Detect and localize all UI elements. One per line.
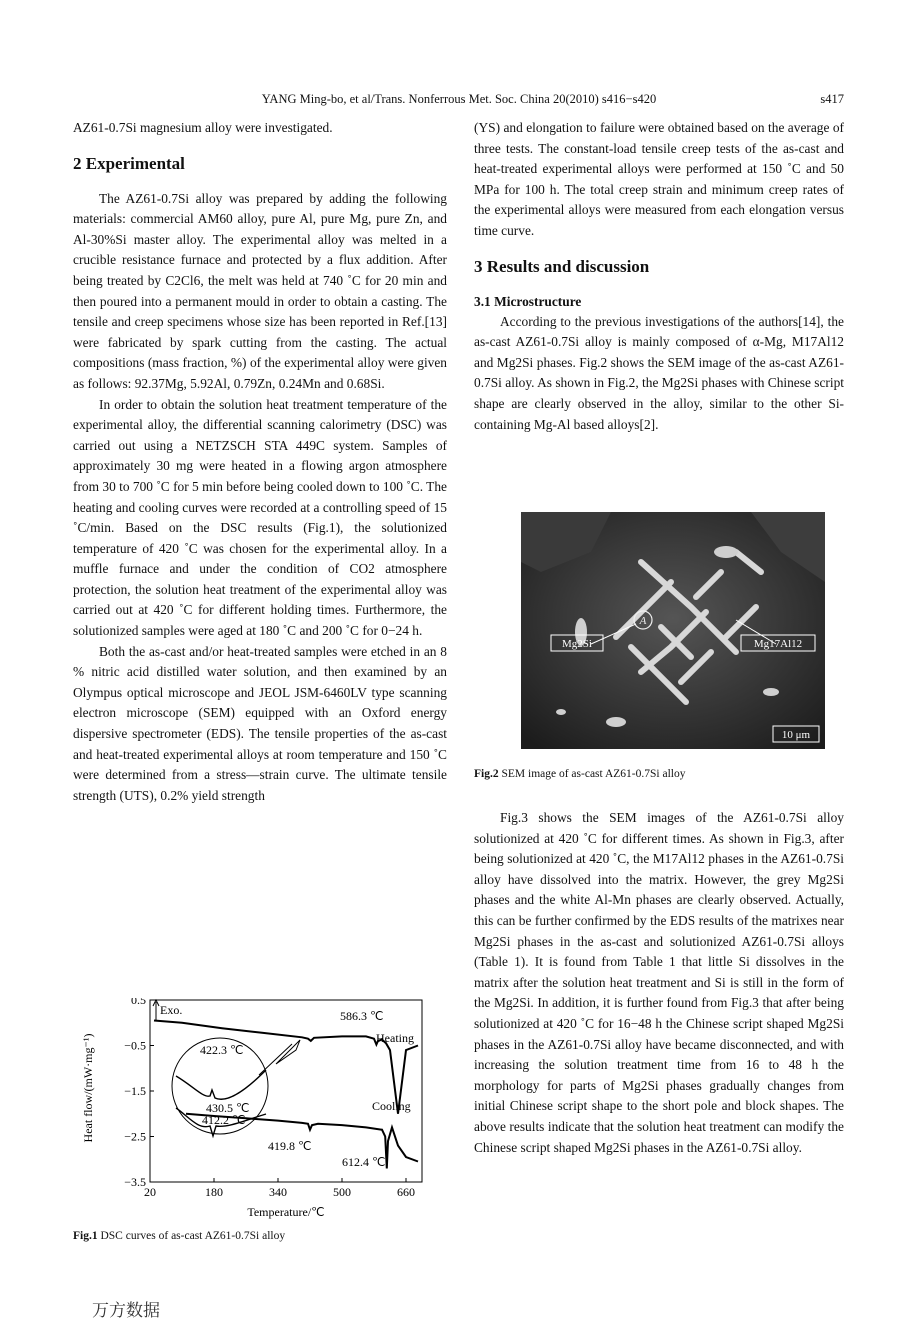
y-tick-label: −3.5 xyxy=(124,1175,146,1189)
annotation-422: 422.3 ℃ xyxy=(200,1043,244,1057)
paragraph: Both the as-cast and/or heat-treated samples were etched in an 8 % nitric acid distilled water solution, and then examined by an Olympus optical microscope and JEOL JSM-6460LV type scanning electron microscope (SEM) equipped with an Oxford energy dispersive spectrometer (EDS). The tensile properties of the as-cast and heat-treated experimental alloys at room temperature and 150 ˚C were determined from a stress—strain curve. The ultimate tensile strength (UTS), 0.2% yield strength xyxy=(73,643,447,803)
right-column xyxy=(474,118,844,435)
subsection-heading-microstructure: 3.1 Microstructure xyxy=(474,293,582,309)
annotation-412: 412.2 ℃ xyxy=(202,1113,246,1127)
x-tick-label: 500 xyxy=(333,1185,351,1199)
label-mg2si: Mg2Si xyxy=(562,638,592,650)
x-tick-label: 20 xyxy=(144,1185,156,1199)
annotation-612: 612.4 ℃ xyxy=(342,1155,386,1169)
y-tick-label: −0.5 xyxy=(124,1038,146,1053)
figure-2-caption-text: SEM image of as-cast AZ61-0.7Si alloy xyxy=(501,768,686,780)
label-mg17al12: Mg17Al12 xyxy=(753,638,803,650)
y-tick-label: −1.5 xyxy=(124,1084,146,1098)
y-tick-label: 0.5 xyxy=(131,998,146,1007)
dsc-chart xyxy=(78,998,438,1220)
running-title: YANG Ming-bo, et al/Trans. Nonferrous Met. Soc. China 20(2010) s416−s420 xyxy=(261,92,657,106)
label-a: A xyxy=(639,615,647,627)
running-header xyxy=(74,92,844,112)
annotation-430: 430.5 ℃ xyxy=(206,1101,250,1115)
paragraph: Fig.3 shows the SEM images of the AZ61-0.7Si alloy solutionized at 420 ˚C for different times. As shown in Fig.3, after being solutionized at 420 ˚C, the M17Al12 phases in the AZ61-0.7Si alloy have dissolved into the matrix. However, the grey Mg2Si phases and the white Al-Mn phases are clearly observed. Actually, this can be further confirmed by the EDS results of the matrixes near Mg2Si phases in the as-cast and solutionized AZ61-0.7Si alloys (Table 1). It is found from Table 1 that little Si dissolves in the matrix after the solution heat treatment and Si is still in the form of the Mg2Si. In addition, it is further found from Fig.3 that after being solutionized at 420 ˚C for 16−48 h the Chinese script shaped Mg2Si phases in the AZ61-0.7Si alloy have became disconnected, and with increasing the solution treatment time from 16 to 48 h the morphology for parts of Mg2Si phases gradually changes from initial Chinese script shape to the short pole and block shapes. The above results indicate that the solution heat treatment can modify the Chinese script shaped Mg2Si phases in the AZ61-0.7Si alloy. xyxy=(474,810,844,1155)
paragraph: The AZ61-0.7Si alloy was prepared by adding the following materials: commercial AM60 alloy, pure Al, pure Mg, pure Zn, and Al-30%Si master alloy. The experimental alloy was melted in a crucible resistance furnace and protected by a flux addition. After being treated by C2Cl6, the melt was held at 740 ˚C for 20 min and then poured into a permanent mould in order to obtain a casting. The tensile and creep specimens whose size has been reported in Ref.[13] were fabricated by spark cutting from the casting. The actual compositions (mass fraction, %) of the experimental alloy were given as follows: 92.37Mg, 5.92Al, 0.79Zn, 0.24Mn and 0.68Si. xyxy=(73,190,447,391)
figure-1-label: Fig.1 xyxy=(73,1230,98,1242)
exo-label: Exo. xyxy=(160,1003,183,1017)
section-heading-experimental: 2 Experimental xyxy=(73,153,185,173)
paragraph: In order to obtain the solution heat treatment temperature of the experimental alloy, the differential scanning calorimetry (DSC) was carried out using a NETZSCH STA 449C system. Samples of approximately 30 mg were heated in a flowing argon atmosphere from 30 to 700 ˚C for 5 min before being cooled down to 100 ˚C. The heating and cooling curves were recorded at a controlling speed of 15 ˚C/min. Based on the DSC results (Fig.1), the solutionized temperature of 420 ˚C was chosen for the experimental alloy. In a muffle furnace and under the condition of CO2 atmosphere protection, the solution heat treatment of the experimental alloy was carried out at 420 ˚C for different holding times. Furthermore, the solutionized samples were aged at 180 ˚C and 200 ˚C for 0−24 h. xyxy=(73,396,447,639)
page-number: s417 xyxy=(820,92,844,106)
sem-micrograph xyxy=(521,512,825,749)
paragraph: According to the previous investigations of the authors[14], the as-cast AZ61-0.7Si alloy is mainly composed of α-Mg, M17Al12 and Mg2Si phases. Fig.2 shows the SEM image of the as-cast AZ61-0.7Si alloy. As shown in Fig.2, the Mg2Si phases with Chinese script shape are clearly observed in the alloy, similar to the other Si-containing Mg-Al based alloys[2]. xyxy=(474,313,844,432)
x-tick-label: 180 xyxy=(205,1185,223,1199)
figure-2-label: Fig.2 xyxy=(474,768,499,780)
left-column xyxy=(73,118,447,806)
x-tick-label: 340 xyxy=(269,1185,287,1199)
series-label-cooling: Cooling xyxy=(372,1099,411,1113)
series-label-heating: Heating xyxy=(376,1031,414,1045)
figure-1-caption xyxy=(73,1228,447,1244)
annotation-419: 419.8 ℃ xyxy=(268,1139,312,1153)
figure-2-caption xyxy=(474,766,844,782)
right-column-lower xyxy=(474,808,844,1158)
x-tick-label: 660 xyxy=(397,1185,415,1199)
y-axis-label: Heat flow/(mW·mg⁻¹) xyxy=(81,1033,95,1143)
watermark: 万方数据 xyxy=(92,1301,160,1321)
annotation-586: 586.3 ℃ xyxy=(340,1009,384,1023)
paragraph: (YS) and elongation to failure were obtained based on the average of three tests. The constant-load tensile creep tests of the as-cast and heat-treated experimental alloys were performed at 150 ˚C and 50 MPa for 100 h. The total creep strain and minimum creep rates of the experimental alloys were measured from each elongation versus time curve. xyxy=(474,120,844,238)
sem-image xyxy=(521,512,825,749)
section-heading-results: 3 Results and discussion xyxy=(474,256,650,276)
y-tick-label: −2.5 xyxy=(124,1129,146,1144)
figure-1-caption-text: DSC curves of as-cast AZ61-0.7Si alloy xyxy=(100,1230,286,1242)
scale-bar-label: 10 μm xyxy=(781,729,811,741)
dsc-chart-svg xyxy=(78,998,438,1220)
x-axis-label: Temperature/℃ xyxy=(247,1205,325,1219)
paragraph: AZ61-0.7Si magnesium alloy were investigated. xyxy=(73,120,333,135)
